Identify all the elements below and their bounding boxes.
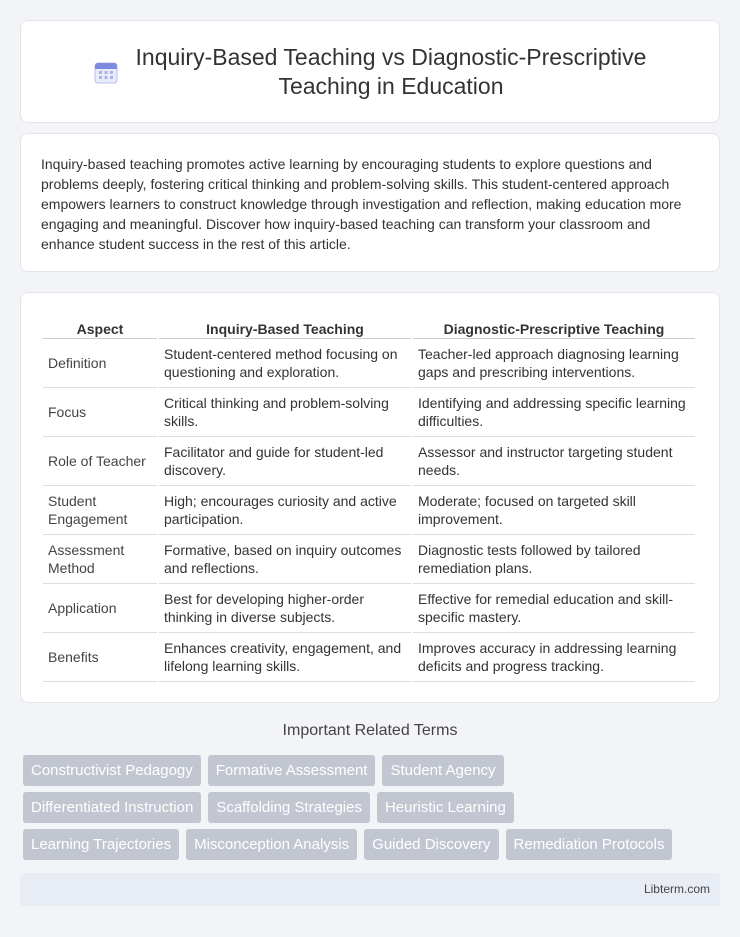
cell-aspect: Student Engagement <box>43 486 157 535</box>
cell-diagnostic-prescriptive: Identifying and addressing specific learning difficulties. <box>413 388 695 437</box>
related-terms-row <box>23 792 723 823</box>
related-term-tag[interactable]: Heuristic Learning <box>377 792 514 823</box>
table-row <box>43 486 695 535</box>
related-term-tag[interactable]: Guided Discovery <box>364 829 498 860</box>
table-row <box>43 437 695 486</box>
cell-inquiry-based: Facilitator and guide for student-led discovery. <box>159 437 411 486</box>
calendar-icon <box>94 60 118 84</box>
table-row <box>43 584 695 633</box>
cell-inquiry-based: Enhances creativity, engagement, and lifelong learning skills. <box>159 633 411 682</box>
cell-inquiry-based: Best for developing higher-order thinking in diverse subjects. <box>159 584 411 633</box>
footer <box>20 873 720 906</box>
title-card <box>20 20 720 123</box>
cell-inquiry-based: Student-centered method focusing on questioning and exploration. <box>159 339 411 388</box>
cell-aspect: Assessment Method <box>43 535 157 584</box>
page-title-line1: Inquiry-Based Teaching vs Diagnostic-Prescriptive <box>135 43 647 70</box>
related-terms-row <box>23 755 723 786</box>
cell-inquiry-based: High; encourages curiosity and active participation. <box>159 486 411 535</box>
header-aspect: Aspect <box>43 315 157 339</box>
table-row <box>43 388 695 437</box>
related-term-tag[interactable]: Formative Assessment <box>208 755 376 786</box>
related-term-tag[interactable]: Misconception Analysis <box>186 829 357 860</box>
table-row <box>43 633 695 682</box>
related-terms-row <box>23 829 723 860</box>
related-term-tag[interactable]: Scaffolding Strategies <box>208 792 370 823</box>
table-header-row <box>43 315 695 339</box>
cell-diagnostic-prescriptive: Moderate; focused on targeted skill improvement. <box>413 486 695 535</box>
cell-diagnostic-prescriptive: Teacher-led approach diagnosing learning gaps and prescribing interventions. <box>413 339 695 388</box>
cell-aspect: Application <box>43 584 157 633</box>
page-title <box>136 43 647 101</box>
related-term-tag[interactable]: Remediation Protocols <box>506 829 673 860</box>
cell-aspect: Role of Teacher <box>43 437 157 486</box>
table-row <box>43 535 695 584</box>
header-inquiry-based: Inquiry-Based Teaching <box>159 315 411 339</box>
related-terms-title: Important Related Terms <box>282 722 458 739</box>
comparison-table <box>41 315 697 682</box>
cell-aspect: Benefits <box>43 633 157 682</box>
cell-diagnostic-prescriptive: Diagnostic tests followed by tailored remediation plans. <box>413 535 695 584</box>
intro-card <box>20 133 720 272</box>
table-row <box>43 339 695 388</box>
header-diagnostic-prescriptive: Diagnostic-Prescriptive Teaching <box>413 315 695 339</box>
comparison-table-card <box>20 292 720 703</box>
related-term-tag[interactable]: Constructivist Pedagogy <box>23 755 201 786</box>
page-title-line2: Teaching in Education <box>278 72 504 99</box>
related-term-tag[interactable]: Learning Trajectories <box>23 829 179 860</box>
related-term-tag[interactable]: Student Agency <box>382 755 503 786</box>
cell-aspect: Focus <box>43 388 157 437</box>
cell-diagnostic-prescriptive: Effective for remedial education and skill-specific mastery. <box>413 584 695 633</box>
cell-diagnostic-prescriptive: Assessor and instructor targeting student needs. <box>413 437 695 486</box>
cell-inquiry-based: Critical thinking and problem-solving skills. <box>159 388 411 437</box>
related-terms-list <box>23 755 723 866</box>
cell-inquiry-based: Formative, based on inquiry outcomes and reflections. <box>159 535 411 584</box>
intro-paragraph: Inquiry-based teaching promotes active learning by encouraging students to explore questions and problems deeply, fostering critical thinking and problem-solving skills. This student-centered approach empowers learners to construct knowledge through investigation and reflection, making education more engaging and meaningful. Discover how inquiry-based teaching can transform your classroom and enhance student success in the rest of this article. <box>41 156 682 252</box>
cell-aspect: Definition <box>43 339 157 388</box>
related-term-tag[interactable]: Differentiated Instruction <box>23 792 201 823</box>
cell-diagnostic-prescriptive: Improves accuracy in addressing learning deficits and progress tracking. <box>413 633 695 682</box>
footer-brand[interactable]: Libterm.com <box>643 882 710 896</box>
